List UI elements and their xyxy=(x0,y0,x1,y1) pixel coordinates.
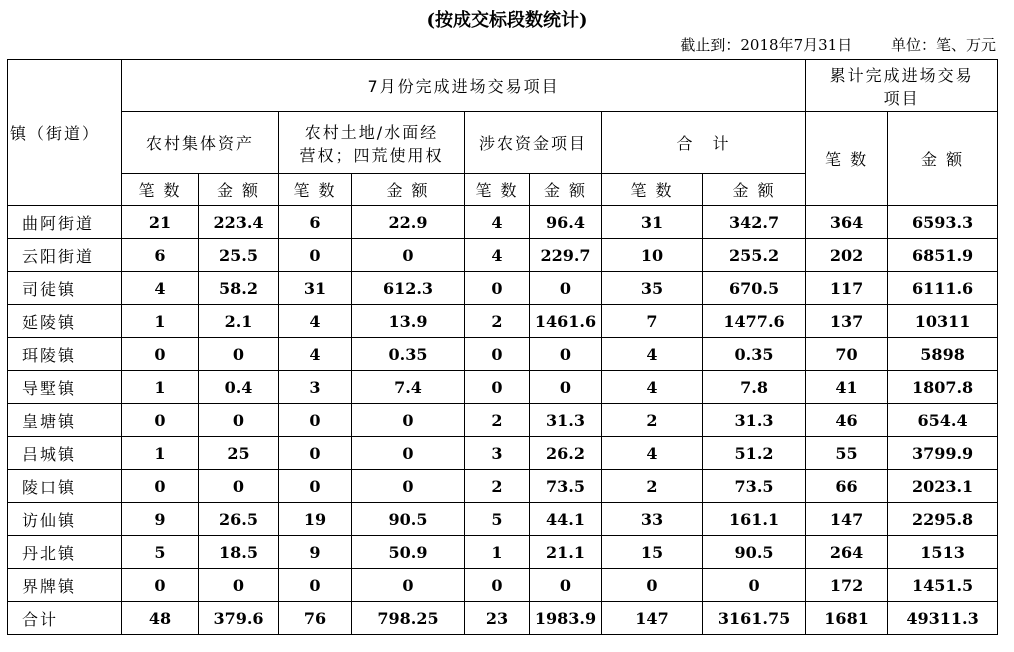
header-amount: 金 额 xyxy=(199,174,279,206)
amount-cell: 223.4 xyxy=(199,206,279,239)
header-cumulative-count: 笔 数 xyxy=(806,112,888,206)
amount-cell: 25.5 xyxy=(199,239,279,272)
count-cell: 0 xyxy=(122,470,199,503)
header-group-collective-assets: 农村集体资产 xyxy=(122,112,279,174)
count-cell: 4 xyxy=(602,371,703,404)
header-amount: 金 额 xyxy=(530,174,602,206)
table-body xyxy=(8,206,998,635)
table-row xyxy=(8,371,998,404)
table-row xyxy=(8,569,998,602)
amount-cell: 654.4 xyxy=(888,404,998,437)
header-amount: 金 额 xyxy=(703,174,806,206)
town-name-cell: 访仙镇 xyxy=(8,503,122,536)
count-cell: 2 xyxy=(465,470,530,503)
amount-cell: 0 xyxy=(530,371,602,404)
count-cell: 0 xyxy=(122,338,199,371)
table-row xyxy=(8,470,998,503)
town-name-cell: 云阳街道 xyxy=(8,239,122,272)
unit-label: 单位：笔、万元 xyxy=(890,36,996,54)
amount-cell: 0 xyxy=(352,404,465,437)
amount-cell: 90.5 xyxy=(352,503,465,536)
amount-cell: 73.5 xyxy=(703,470,806,503)
count-cell: 7 xyxy=(602,305,703,338)
amount-cell: 5898 xyxy=(888,338,998,371)
count-cell: 147 xyxy=(806,503,888,536)
count-cell: 2 xyxy=(602,404,703,437)
amount-cell: 18.5 xyxy=(199,536,279,569)
amount-cell: 1451.5 xyxy=(888,569,998,602)
table-row xyxy=(8,437,998,470)
count-cell: 15 xyxy=(602,536,703,569)
count-cell: 33 xyxy=(602,503,703,536)
town-name-cell: 皇塘镇 xyxy=(8,404,122,437)
town-name-cell: 界牌镇 xyxy=(8,569,122,602)
count-cell: 2 xyxy=(602,470,703,503)
amount-cell: 73.5 xyxy=(530,470,602,503)
town-name-cell: 曲阿街道 xyxy=(8,206,122,239)
count-cell: 9 xyxy=(122,503,199,536)
amount-cell: 0 xyxy=(352,437,465,470)
town-name-cell: 珥陵镇 xyxy=(8,338,122,371)
count-cell: 31 xyxy=(602,206,703,239)
count-cell: 10 xyxy=(602,239,703,272)
count-cell: 21 xyxy=(122,206,199,239)
table-row xyxy=(8,536,998,569)
amount-cell: 0 xyxy=(199,569,279,602)
town-name-cell: 陵口镇 xyxy=(8,470,122,503)
amount-cell: 0 xyxy=(352,470,465,503)
amount-cell: 798.25 xyxy=(352,602,465,635)
count-cell: 0 xyxy=(279,239,352,272)
header-group-agri-funds: 涉农资金项目 xyxy=(465,112,602,174)
amount-cell: 1513 xyxy=(888,536,998,569)
count-cell: 0 xyxy=(465,371,530,404)
count-cell: 35 xyxy=(602,272,703,305)
count-cell: 4 xyxy=(602,338,703,371)
count-cell: 1 xyxy=(122,437,199,470)
table-row xyxy=(8,338,998,371)
amount-cell: 2295.8 xyxy=(888,503,998,536)
amount-cell: 0 xyxy=(199,470,279,503)
amount-cell: 0 xyxy=(530,338,602,371)
count-cell: 55 xyxy=(806,437,888,470)
count-cell: 23 xyxy=(465,602,530,635)
count-cell: 0 xyxy=(465,338,530,371)
header-group-land-rights: 农村土地/水面经营权；四荒使用权 xyxy=(279,112,465,174)
amount-cell: 2.1 xyxy=(199,305,279,338)
count-cell: 147 xyxy=(602,602,703,635)
amount-cell: 96.4 xyxy=(530,206,602,239)
count-cell: 2 xyxy=(465,404,530,437)
amount-cell: 25 xyxy=(199,437,279,470)
amount-cell: 31.3 xyxy=(530,404,602,437)
count-cell: 202 xyxy=(806,239,888,272)
amount-cell: 0 xyxy=(703,569,806,602)
table-row xyxy=(8,239,998,272)
count-cell: 19 xyxy=(279,503,352,536)
count-cell: 0 xyxy=(122,404,199,437)
count-cell: 1 xyxy=(122,305,199,338)
count-cell: 0 xyxy=(602,569,703,602)
count-cell: 70 xyxy=(806,338,888,371)
amount-cell: 1461.6 xyxy=(530,305,602,338)
count-cell: 66 xyxy=(806,470,888,503)
count-cell: 4 xyxy=(279,305,352,338)
amount-cell: 49311.3 xyxy=(888,602,998,635)
amount-cell: 44.1 xyxy=(530,503,602,536)
header-group-subtotal: 合 计 xyxy=(602,112,806,174)
count-cell: 364 xyxy=(806,206,888,239)
amount-cell: 58.2 xyxy=(199,272,279,305)
amount-cell: 0 xyxy=(352,569,465,602)
count-cell: 2 xyxy=(465,305,530,338)
amount-cell: 0.4 xyxy=(199,371,279,404)
amount-cell: 161.1 xyxy=(703,503,806,536)
amount-cell: 0.35 xyxy=(703,338,806,371)
count-cell: 0 xyxy=(279,569,352,602)
count-cell: 0 xyxy=(279,470,352,503)
header-cumulative-amount: 金 额 xyxy=(888,112,998,206)
amount-cell: 21.1 xyxy=(530,536,602,569)
town-name-cell: 导墅镇 xyxy=(8,371,122,404)
count-cell: 0 xyxy=(465,272,530,305)
header-count: 笔 数 xyxy=(279,174,352,206)
count-cell: 48 xyxy=(122,602,199,635)
amount-cell: 342.7 xyxy=(703,206,806,239)
count-cell: 5 xyxy=(465,503,530,536)
amount-cell: 90.5 xyxy=(703,536,806,569)
header-town: 镇（街道） xyxy=(8,60,122,206)
amount-cell: 26.2 xyxy=(530,437,602,470)
amount-cell: 6111.6 xyxy=(888,272,998,305)
amount-cell: 612.3 xyxy=(352,272,465,305)
count-cell: 4 xyxy=(465,239,530,272)
town-name-cell: 合计 xyxy=(8,602,122,635)
amount-cell: 0 xyxy=(352,239,465,272)
table-row xyxy=(8,305,998,338)
count-cell: 3 xyxy=(465,437,530,470)
table-row xyxy=(8,404,998,437)
amount-cell: 1983.9 xyxy=(530,602,602,635)
amount-cell: 10311 xyxy=(888,305,998,338)
amount-cell: 50.9 xyxy=(352,536,465,569)
amount-cell: 255.2 xyxy=(703,239,806,272)
count-cell: 0 xyxy=(465,569,530,602)
header-cumulative: 累计完成进场交易项目 xyxy=(806,60,998,112)
count-cell: 117 xyxy=(806,272,888,305)
header-count: 笔 数 xyxy=(602,174,703,206)
count-cell: 31 xyxy=(279,272,352,305)
count-cell: 1 xyxy=(122,371,199,404)
header-amount: 金 额 xyxy=(352,174,465,206)
count-cell: 0 xyxy=(279,437,352,470)
count-cell: 137 xyxy=(806,305,888,338)
count-cell: 4 xyxy=(122,272,199,305)
count-cell: 1681 xyxy=(806,602,888,635)
cutoff-date: 截止到：2018年7月31日 xyxy=(680,36,853,54)
report-title: (按成交标段数统计) xyxy=(426,10,588,31)
amount-cell: 0 xyxy=(530,272,602,305)
header-july: 7月份完成进场交易项目 xyxy=(122,60,806,112)
amount-cell: 0.35 xyxy=(352,338,465,371)
count-cell: 6 xyxy=(122,239,199,272)
table-row xyxy=(8,272,998,305)
count-cell: 4 xyxy=(602,437,703,470)
transaction-table xyxy=(7,59,998,635)
amount-cell: 3799.9 xyxy=(888,437,998,470)
amount-cell: 26.5 xyxy=(199,503,279,536)
count-cell: 1 xyxy=(465,536,530,569)
amount-cell: 670.5 xyxy=(703,272,806,305)
table-row xyxy=(8,503,998,536)
table-row xyxy=(8,206,998,239)
header-count: 笔 数 xyxy=(122,174,199,206)
report-meta xyxy=(680,34,996,55)
count-cell: 5 xyxy=(122,536,199,569)
amount-cell: 7.4 xyxy=(352,371,465,404)
count-cell: 9 xyxy=(279,536,352,569)
amount-cell: 379.6 xyxy=(199,602,279,635)
count-cell: 264 xyxy=(806,536,888,569)
amount-cell: 0 xyxy=(530,569,602,602)
count-cell: 172 xyxy=(806,569,888,602)
count-cell: 41 xyxy=(806,371,888,404)
count-cell: 3 xyxy=(279,371,352,404)
count-cell: 4 xyxy=(465,206,530,239)
amount-cell: 13.9 xyxy=(352,305,465,338)
amount-cell: 51.2 xyxy=(703,437,806,470)
amount-cell: 0 xyxy=(199,338,279,371)
amount-cell: 22.9 xyxy=(352,206,465,239)
count-cell: 46 xyxy=(806,404,888,437)
count-cell: 0 xyxy=(279,404,352,437)
header-count: 笔 数 xyxy=(465,174,530,206)
amount-cell: 7.8 xyxy=(703,371,806,404)
count-cell: 76 xyxy=(279,602,352,635)
amount-cell: 0 xyxy=(199,404,279,437)
amount-cell: 1807.8 xyxy=(888,371,998,404)
amount-cell: 3161.75 xyxy=(703,602,806,635)
count-cell: 0 xyxy=(122,569,199,602)
table-row xyxy=(8,602,998,635)
town-name-cell: 丹北镇 xyxy=(8,536,122,569)
town-name-cell: 司徒镇 xyxy=(8,272,122,305)
count-cell: 4 xyxy=(279,338,352,371)
amount-cell: 31.3 xyxy=(703,404,806,437)
amount-cell: 6851.9 xyxy=(888,239,998,272)
count-cell: 6 xyxy=(279,206,352,239)
amount-cell: 1477.6 xyxy=(703,305,806,338)
town-name-cell: 吕城镇 xyxy=(8,437,122,470)
town-name-cell: 延陵镇 xyxy=(8,305,122,338)
amount-cell: 6593.3 xyxy=(888,206,998,239)
amount-cell: 229.7 xyxy=(530,239,602,272)
amount-cell: 2023.1 xyxy=(888,470,998,503)
